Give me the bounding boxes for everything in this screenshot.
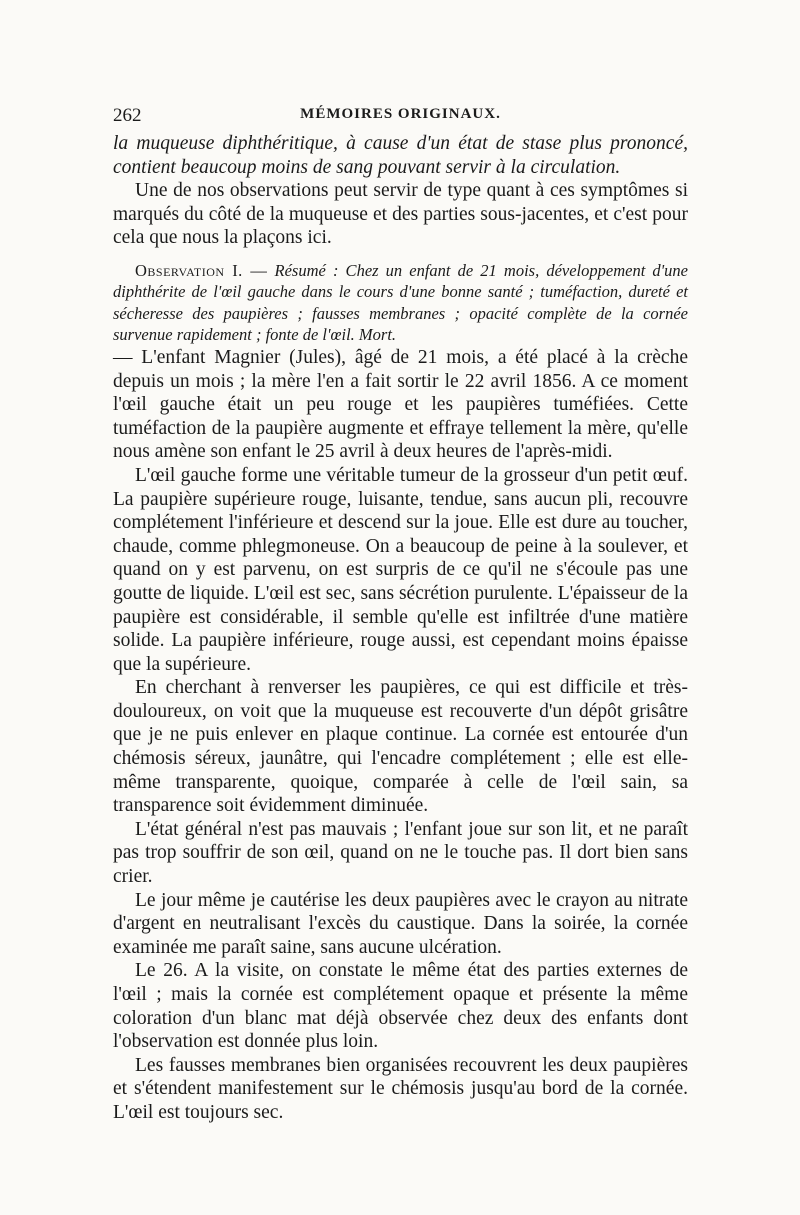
paragraph: L'état général n'est pas mauvais ; l'enfant joue sur son lit, et ne paraît pas trop souffrir de son œil, quand on ne le touche pas. Il dort bien sans crier. <box>113 818 688 888</box>
page-number: 262 <box>113 105 142 126</box>
running-title: MÉMOIRES ORIGINAUX. <box>300 106 501 122</box>
observation-summary-text: Résumé : Chez un enfant de 21 mois, développement d'une diphthérite de l'œil gauche dans le cours d'une bonne santé ; tuméfaction, dureté et sécheresse des paupières ; fausses membranes ; opacité complète de la cornée survenue rapidement ; fonte de l'œil. Mort. <box>113 260 688 345</box>
observation-heading: Observation I. — <box>135 260 268 280</box>
paragraph: Le jour même je cautérise les deux paupières avec le crayon au nitrate d'argent en neutralisant l'excès du caustique. Dans la soirée, la cornée examinée me paraît saine, sans aucune ulcération. <box>113 889 688 958</box>
paragraph: L'œil gauche forme une véritable tumeur de la grosseur d'un petit œuf. La paupière supérieure rouge, luisante, tendue, sans aucun pli, recouvre complétement l'inférieure et descend sur la joue. Elle est dure au toucher, chaude, comme phlegmoneuse. On a beaucoup de peine à la soulever, et quand on y est parvenu, on est surpris de ce qu'il ne s'écoule pas une goutte de liquide. L'œil est sec, sans sécrétion purulente. L'épaisseur de la paupière est considérable, il semble qu'elle est infiltrée d'une matière solide. La paupière inférieure, rouge aussi, est cependant moins épaisse que la supérieure. <box>113 464 688 675</box>
observation-summary <box>113 260 688 346</box>
paragraph: Le 26. A la visite, on constate le même état des parties externes de l'œil ; mais la cornée est complétement opaque et présente la même coloration d'un blanc mat déjà observée chez deux des enfants dont l'observation est donnée plus loin. <box>113 960 688 1053</box>
paragraph: Les fausses membranes bien organisées recouvrent les deux paupières et s'étendent manifestement sur le chémosis jusqu'au bord de la cornée. L'œil est toujours sec. <box>113 1054 688 1123</box>
page-header <box>113 105 688 133</box>
page-body <box>113 132 688 1125</box>
paragraph: En cherchant à renverser les paupières, ce qui est difficile et très-douloureux, on voit que la muqueuse est recouverte d'un dépôt grisâtre que je ne puis enlever en plaque continue. La cornée est entourée d'un chémosis séreux, jaunâtre, qui l'encadre complétement ; elle est elle-même transparente, quoique, comparée à celle de l'œil sain, sa transparence soit évidemment diminuée. <box>113 677 688 817</box>
paragraph: — L'enfant Magnier (Jules), âgé de 21 mois, a été placé à la crèche depuis un mois ; la mère l'en a fait sortir le 22 avril 1856. A ce moment l'œil gauche était un peu rouge et les paupières tuméfiées. Cette tuméfaction de la paupière augmente et effraye tellement la mère, qu'elle nous amène son enfant le 25 avril à deux heures de l'après-midi. <box>113 346 688 463</box>
paragraph-continuation: la muqueuse diphthéritique, à cause d'un état de stase plus prononcé, contient beaucoup moins de sang pouvant servir à la circulation. <box>113 133 688 178</box>
paragraph: Une de nos observations peut servir de type quant à ces symptômes si marqués du côté de la muqueuse et des parties sous-jacentes, et c'est pour cela que nous la plaçons ici. <box>113 180 688 249</box>
